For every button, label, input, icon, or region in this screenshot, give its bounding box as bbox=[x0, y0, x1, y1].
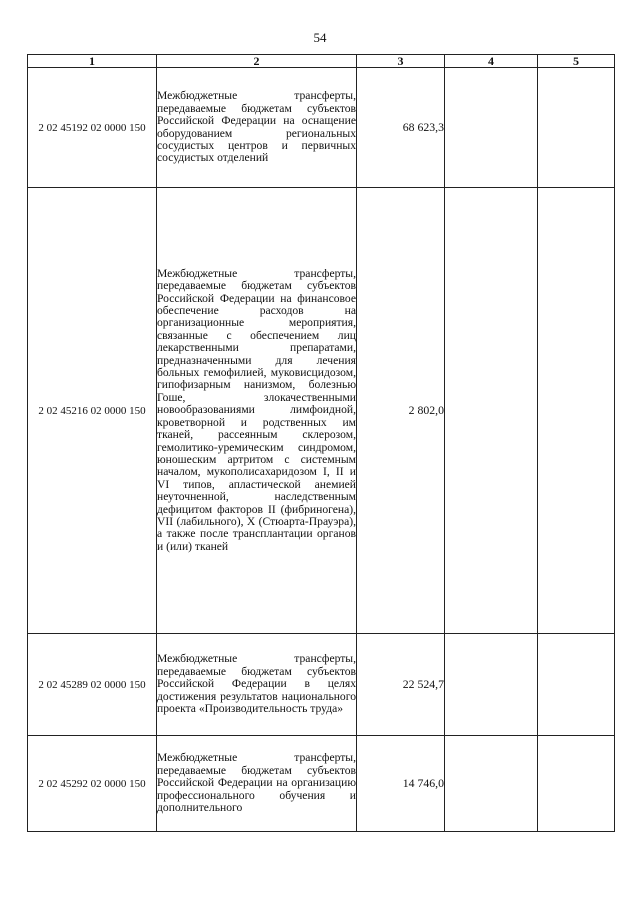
column-5-cell bbox=[538, 634, 615, 736]
header-row bbox=[28, 55, 615, 68]
column-header-5: 5 bbox=[538, 55, 615, 68]
column-4-cell bbox=[445, 736, 538, 832]
column-5-cell bbox=[538, 736, 615, 832]
amount: 14 746,0 bbox=[357, 736, 445, 832]
budget-code: 2 02 45192 02 0000 150 bbox=[28, 68, 157, 188]
table-row bbox=[28, 736, 615, 832]
budget-code: 2 02 45216 02 0000 150 bbox=[28, 188, 157, 634]
amount: 2 802,0 bbox=[357, 188, 445, 634]
table-row bbox=[28, 188, 615, 634]
column-4-cell bbox=[445, 68, 538, 188]
column-header-2: 2 bbox=[157, 55, 357, 68]
description: Межбюджетные трансферты, передаваемые бюджетам субъектов Российской Федерации на организацию профессионального обучения и дополнительного bbox=[157, 736, 357, 832]
column-5-cell bbox=[538, 68, 615, 188]
table-row bbox=[28, 68, 615, 188]
column-header-4: 4 bbox=[445, 55, 538, 68]
column-4-cell bbox=[445, 634, 538, 736]
description: Межбюджетные трансферты, передаваемые бюджетам субъектов Российской Федерации на оснащение оборудованием региональных сосудистых центров и первичных сосудистых отделений bbox=[157, 68, 357, 188]
description: Межбюджетные трансферты, передаваемые бюджетам субъектов Российской Федерации на финансовое обеспечение расходов на организационные мероприятия, связанные с обеспечением лиц лекарственными препаратами, предназначенными для лечения больных гемофилией, муковисцидозом, гипофизарным нанизмом, болезнью Гоше, злокачественными новообразованиями лимфоидной, кроветворной и родственных им тканей, рассеянным склерозом, гемолитико-уремическим синдромом, юношеским артритом с системным началом, мукополисахаридозом I, II и VI типов, апластической анемией неуточненной, наследственным дефицитом факторов II (фибриногена), VII (лабильного), X (Стюарта-Прауэра), а также после трансплантации органов и (или) тканей bbox=[157, 188, 357, 634]
column-header-3: 3 bbox=[357, 55, 445, 68]
budget-code: 2 02 45289 02 0000 150 bbox=[28, 634, 157, 736]
description: Межбюджетные трансферты, передаваемые бюджетам субъектов Российской Федерации в целях достижения результатов национального проекта «Производительность труда» bbox=[157, 634, 357, 736]
budget-code: 2 02 45292 02 0000 150 bbox=[28, 736, 157, 832]
column-5-cell bbox=[538, 188, 615, 634]
table-row bbox=[28, 634, 615, 736]
column-header-1: 1 bbox=[28, 55, 157, 68]
amount: 22 524,7 bbox=[357, 634, 445, 736]
page-number: 54 bbox=[313, 30, 327, 45]
amount: 68 623,3 bbox=[357, 68, 445, 188]
budget-table bbox=[27, 54, 615, 832]
column-4-cell bbox=[445, 188, 538, 634]
